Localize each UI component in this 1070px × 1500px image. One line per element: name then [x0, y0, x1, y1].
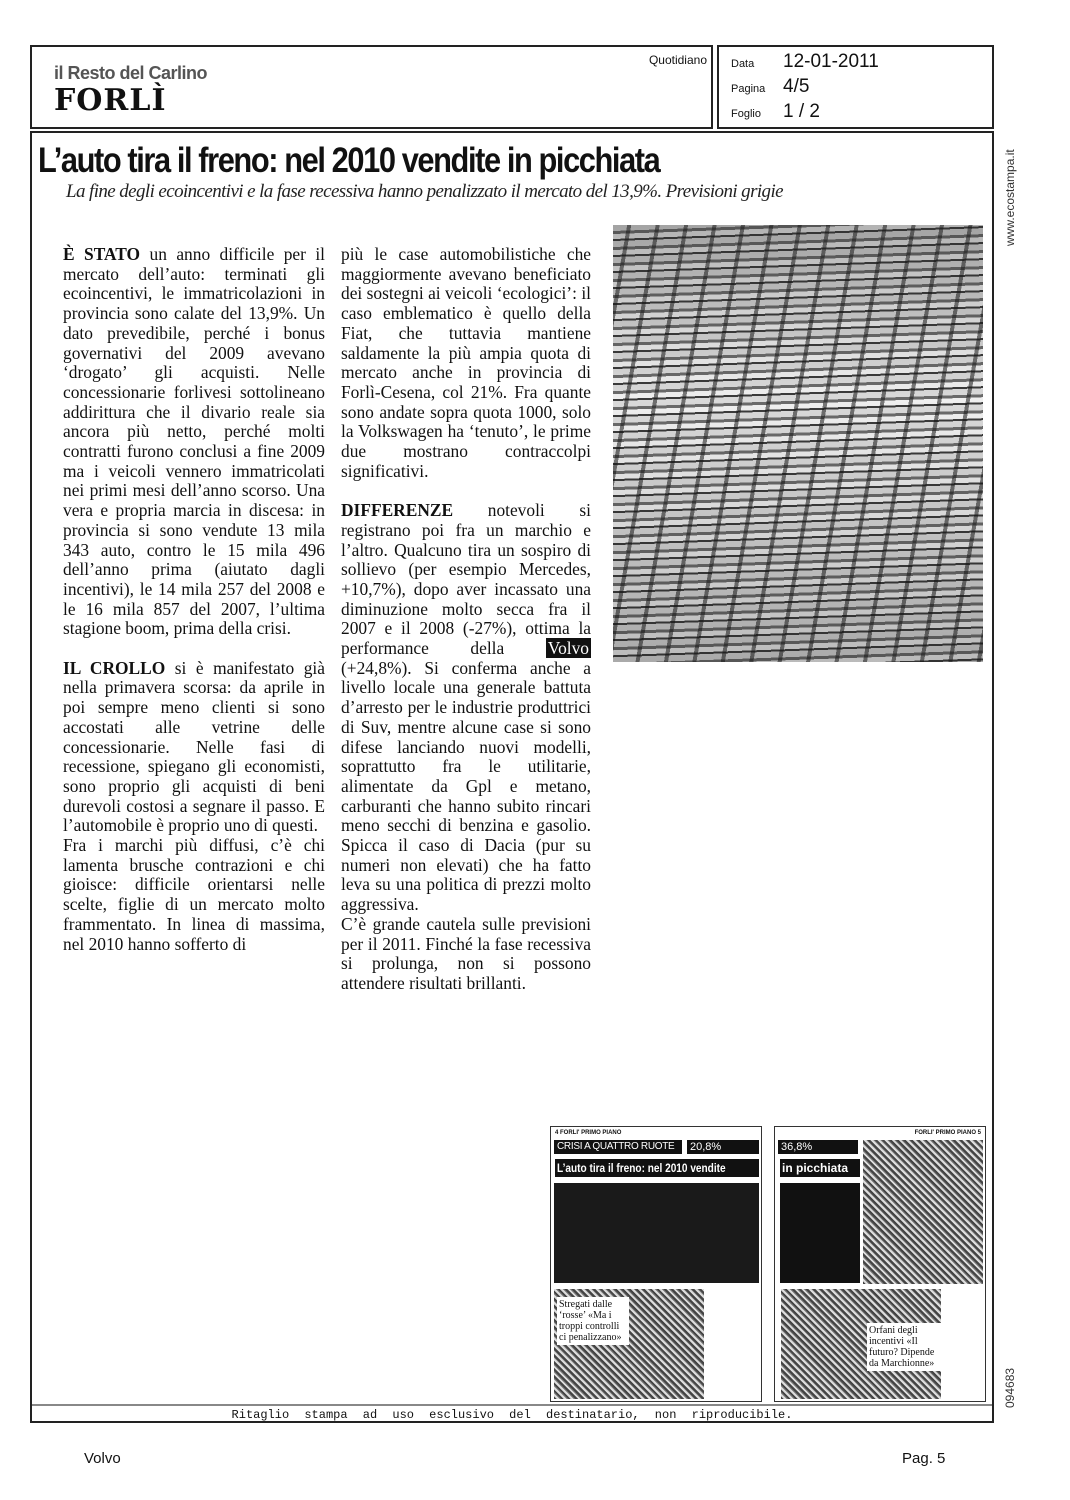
paragraph [341, 501, 591, 915]
disclaimer: Ritaglio stampa ad uso esclusivo del destinatario, non riproducibile. [32, 1404, 992, 1425]
sheet-value: 1 / 2 [783, 101, 820, 122]
article-column-2 [341, 245, 591, 1013]
article-column-1 [63, 245, 325, 974]
thumbnail-header: FORLI' PRIMO PIANO 5 [914, 1130, 981, 1136]
thumbnail-caption: Stregati dalle ‘rosse’ «Ma i troppi controlli ci penalizzano» [557, 1297, 629, 1345]
masthead [30, 45, 713, 129]
thumbnail-stat: 36,8% [778, 1140, 858, 1154]
date-value: 12-01-2011 [783, 51, 879, 72]
thumbnail-cars-photo [863, 1140, 983, 1284]
website-watermark: www.ecostampa.it [1003, 149, 1017, 246]
paragraph-text: (+24,8%). Si conferma anche a livello locale una generale battuta d’arresto per le industrie produttrici di Suv, mentre alcune case si sono difese lanciando nuovi modelli, soprattutto fra le utilitarie, alimentate da Gpl e metano, carburanti che hanno subito rincari meno secchi di benzina e gasolio. Spicca il caso di Dacia (pur su numeri non elevati) che ha fatto leva su una politica di prezzi molto aggressiva. [341, 657, 591, 915]
thumbnail-headline: L’auto tira il freno: nel 2010 vendite [557, 1161, 726, 1175]
edition-name: FORLÌ [54, 83, 167, 118]
footer-page-number: Pag. 5 [902, 1450, 946, 1467]
thumbnail-page-right [774, 1126, 986, 1402]
page-thumbnail [550, 1126, 990, 1402]
sheet-label: Foglio [731, 108, 761, 120]
paragraph-text: C’è grande cautela sulle previsioni per il 2011. Finché la fase recessiva si prolunga, non si possono attendere risultati brillanti. [341, 913, 591, 993]
clipping-info [717, 45, 994, 129]
paragraph [341, 245, 591, 481]
thumbnail-infographic [554, 1183, 759, 1283]
paragraph [341, 915, 591, 994]
footer-keyword: Volvo [84, 1450, 121, 1467]
highlighted-keyword: Volvo [547, 638, 589, 659]
thumbnail-text-block [780, 1183, 860, 1283]
paragraph [63, 245, 325, 639]
paragraph-text: un anno difficile per il mercato dell’auto: terminati gli ecoincentivi, le immatricolazioni in provincia sono calate del 13,9%. Un dato prevedibile, perché i bonus governativi del 2009 avevano ‘drogato’ gli acquisti. Nelle concessionarie forlivesi sottolineano addirittura che il divario reale sia ancora più netto, perché molti contratti furono conclusi a fine 2009 ma i veicoli vennero immatricolati nei primi mesi dell’anno scorso. Una vera e propria marcia in discesa: in provincia si sono vendute 13 mila 343 auto, contro le 15 mila 496 dell’anno prima (aiutato dagli incentivi), le 14 mila 257 del 2008 e le 16 mila 857 del 2007, l’ultima stagione boom, prima della crisi. [63, 244, 326, 639]
clipping-code: 094683 [1003, 1367, 1017, 1408]
paragraph-text: più le case automobilistiche che maggiormente avevano beneficiato dei sostegni ai veicoli ‘ecologici’: il caso emblematico è quello della Fiat, che tuttavia mantiene saldamente la più ampia quota di mercato anche in provincia di Forlì-Cesena, col 21%. Fra quante sono andate sopra quota 1000, solo la Volkswagen ha ‘tenuto’, le prime due mostrano contraccolpi significativi. [341, 244, 591, 481]
headline: L’auto tira il freno: nel 2010 vendite in picchiata [38, 141, 660, 180]
article [30, 131, 994, 1423]
thumbnail-stat: 20,8% [687, 1140, 759, 1154]
thumbnail-headline: in picchiata [780, 1159, 860, 1177]
paragraph-text: si è manifestato già nella primavera scorsa: da aprile in poi sempre meno clienti si sono accostati alle vetrine delle concessionarie. Nelle fasi di recessione, spiegano gli economisti, sono proprio gli acquisti di beni durevoli costosi a segnare il passo. E l’automobile è proprio uno di questi. [63, 657, 325, 836]
paragraph-lead: DIFFERENZE [341, 500, 454, 521]
newspaper-name: il Resto del Carlino [54, 63, 208, 83]
publication-type: Quotidiano [648, 53, 707, 67]
page-value: 4/5 [783, 76, 810, 97]
thumbnail-headline-box [555, 1159, 759, 1177]
parked-cars-photo [613, 225, 983, 662]
thumbnail-page-left [550, 1126, 762, 1402]
paragraph-text: Fra i marchi più diffusi, c’è chi lamenta brusche contrazioni e chi gioisce: difficile orientarsi nelle scelte, figlie di un mercato molto frammentato. In linea di massima, nel 2010 hanno sofferto di [63, 835, 325, 954]
paragraph [63, 836, 325, 954]
subheadline: La fine degli ecoincentivi e la fase recessiva hanno penalizzato il mercato del 13,9%. Previsioni grigie [66, 181, 783, 202]
paragraph-text: notevoli si registrano poi fra un marchio e l’altro. Qualcuno tira un sospiro di sollievo (per esempio Mercedes, +10,7%), dopo aver incassato una diminuzione molto secca fra il 2007 e il 2008 (-27%), ottima la performance della [341, 500, 591, 659]
thumbnail-caption: Orfani degli incentivi «Il futuro? Dipende da Marchionne» [867, 1323, 943, 1371]
paragraph [63, 659, 325, 836]
paragraph-lead: È STATO [63, 244, 141, 264]
date-label: Data [731, 58, 755, 70]
thumbnail-header: 4 FORLI' PRIMO PIANO [555, 1130, 622, 1136]
page-label: Pagina [731, 83, 766, 95]
thumbnail-banner: CRISI A QUATTRO RUOTE [554, 1140, 682, 1154]
paragraph-lead: IL CROLLO [63, 657, 166, 678]
